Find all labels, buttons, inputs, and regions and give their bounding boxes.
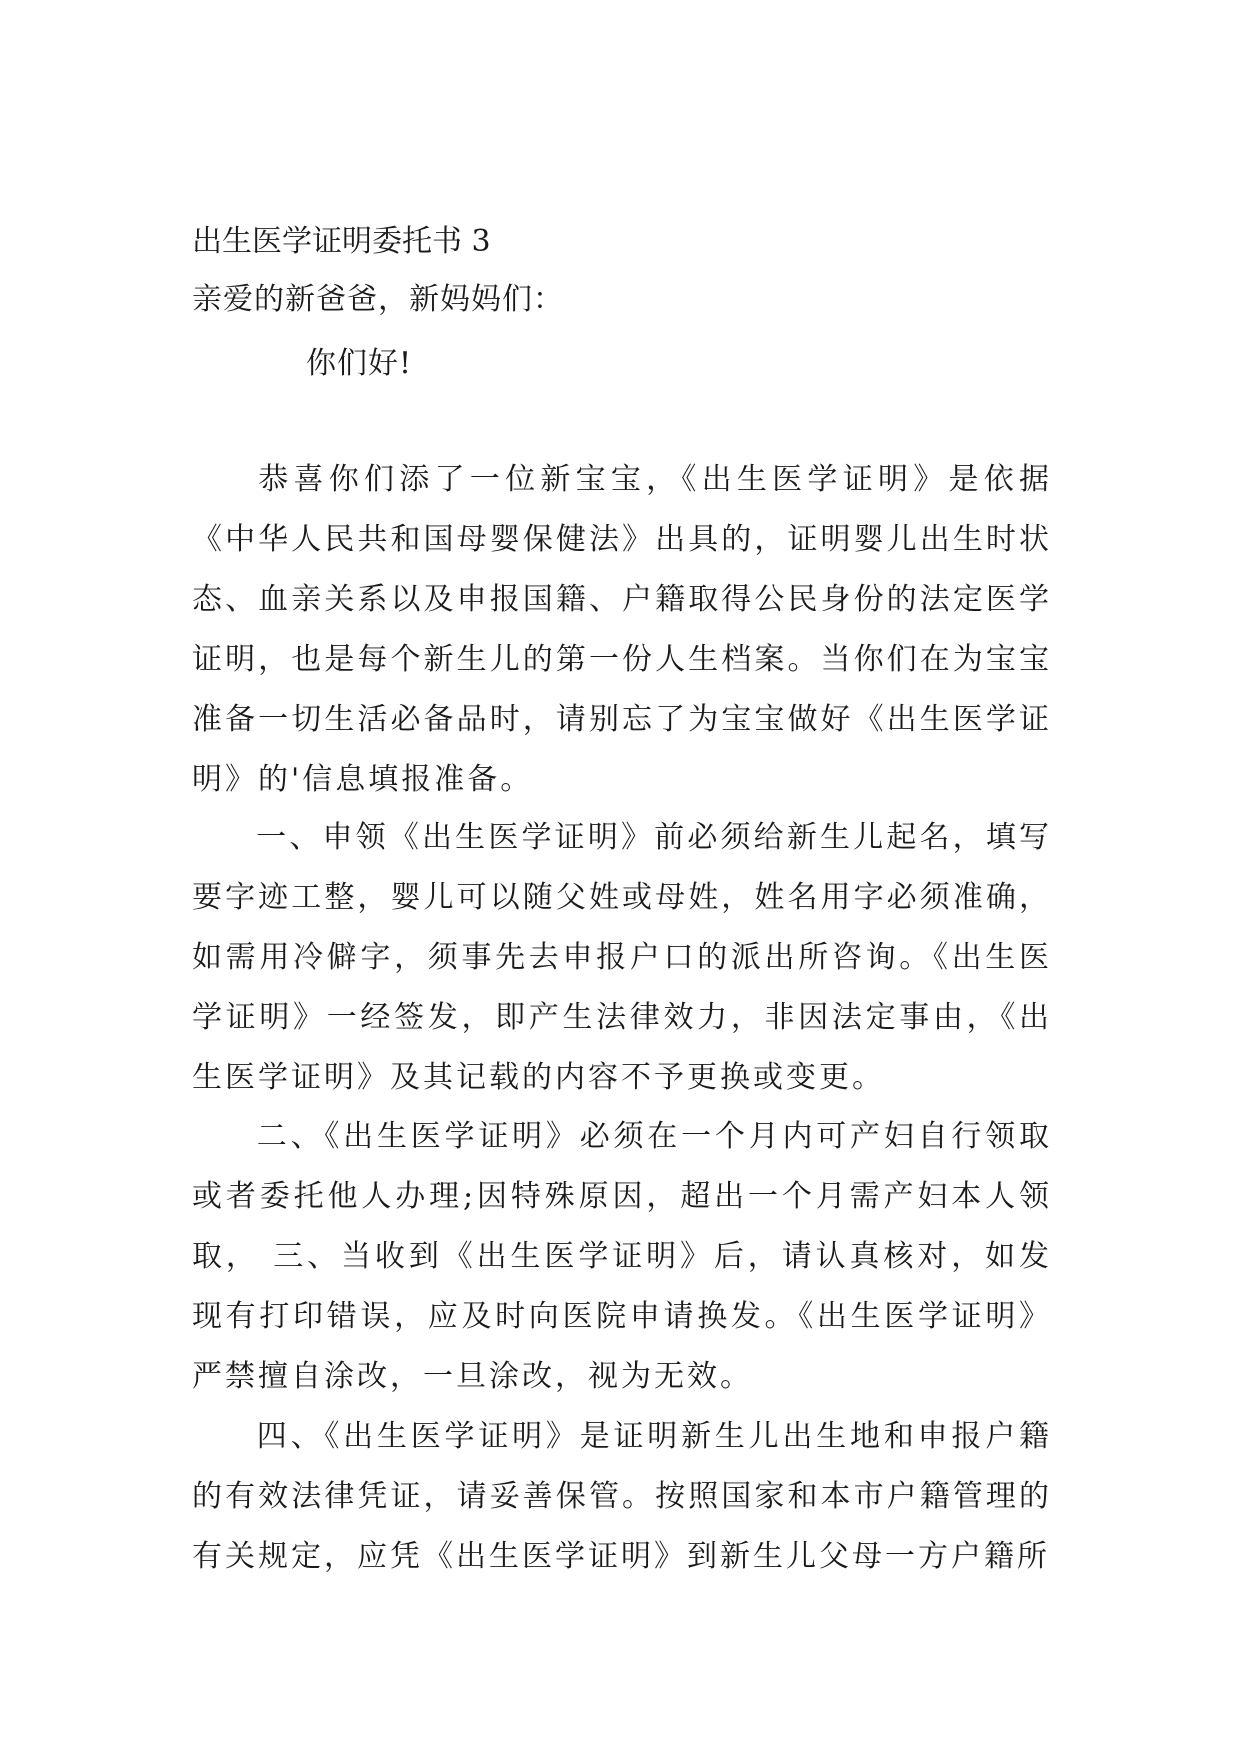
paragraph-intro xyxy=(192,450,1052,810)
paragraph-item-1-text: 一、申领《出生医学证明》前必须给新生儿起名，填写要字迹工整，婴儿可以随父姓或母姓，姓名用字必须准确，如需用冷僻字，须事先去申报户口的派出所咨询。《出生医学证明》一经签发，即产生法律效力，非因法定事由，《出生医学证明》及其记载的内容不予更换或变更。 xyxy=(192,820,1052,1095)
paragraph-item-2-3 xyxy=(192,1107,1052,1407)
paragraph-item-2-3-text: 二、《出生医学证明》必须在一个月内可产妇自行领取或者委托他人办理;因特殊原因，超出一个月需产妇本人领取， 三、当收到《出生医学证明》后，请认真核对，如发现有打印错误，应及时向医院申请换发。《出生医学证明》严禁擅自涂改，一旦涂改，视为无效。 xyxy=(192,1119,1052,1394)
salutation: 亲爱的新爸爸，新妈妈们： xyxy=(192,282,564,317)
paragraph-item-4 xyxy=(192,1407,1052,1587)
paragraph-item-4-text: 四、《出生医学证明》是证明新生儿出生地和申报户籍的有效法律凭证，请妥善保管。按照国家和本市户籍管理的有关规定，应凭《出生医学证明》到新生儿父母一方户籍所 xyxy=(192,1419,1052,1574)
greeting: 你们好! xyxy=(306,346,413,381)
document-title: 出生医学证明委托书 3 xyxy=(192,224,491,259)
paragraph-item-1 xyxy=(192,808,1052,1108)
paragraph-intro-text: 恭喜你们添了一位新宝宝，《出生医学证明》是依据《中华人民共和国母婴保健法》出具的，证明婴儿出生时状态、血亲关系以及申报国籍、户籍取得公民身份的法定医学证明，也是每个新生儿的第一份人生档案。当你们在为宝宝准备一切生活必备品时，请别忘了为宝宝做好《出生医学证明》的'信息填报准备。 xyxy=(192,462,1052,797)
